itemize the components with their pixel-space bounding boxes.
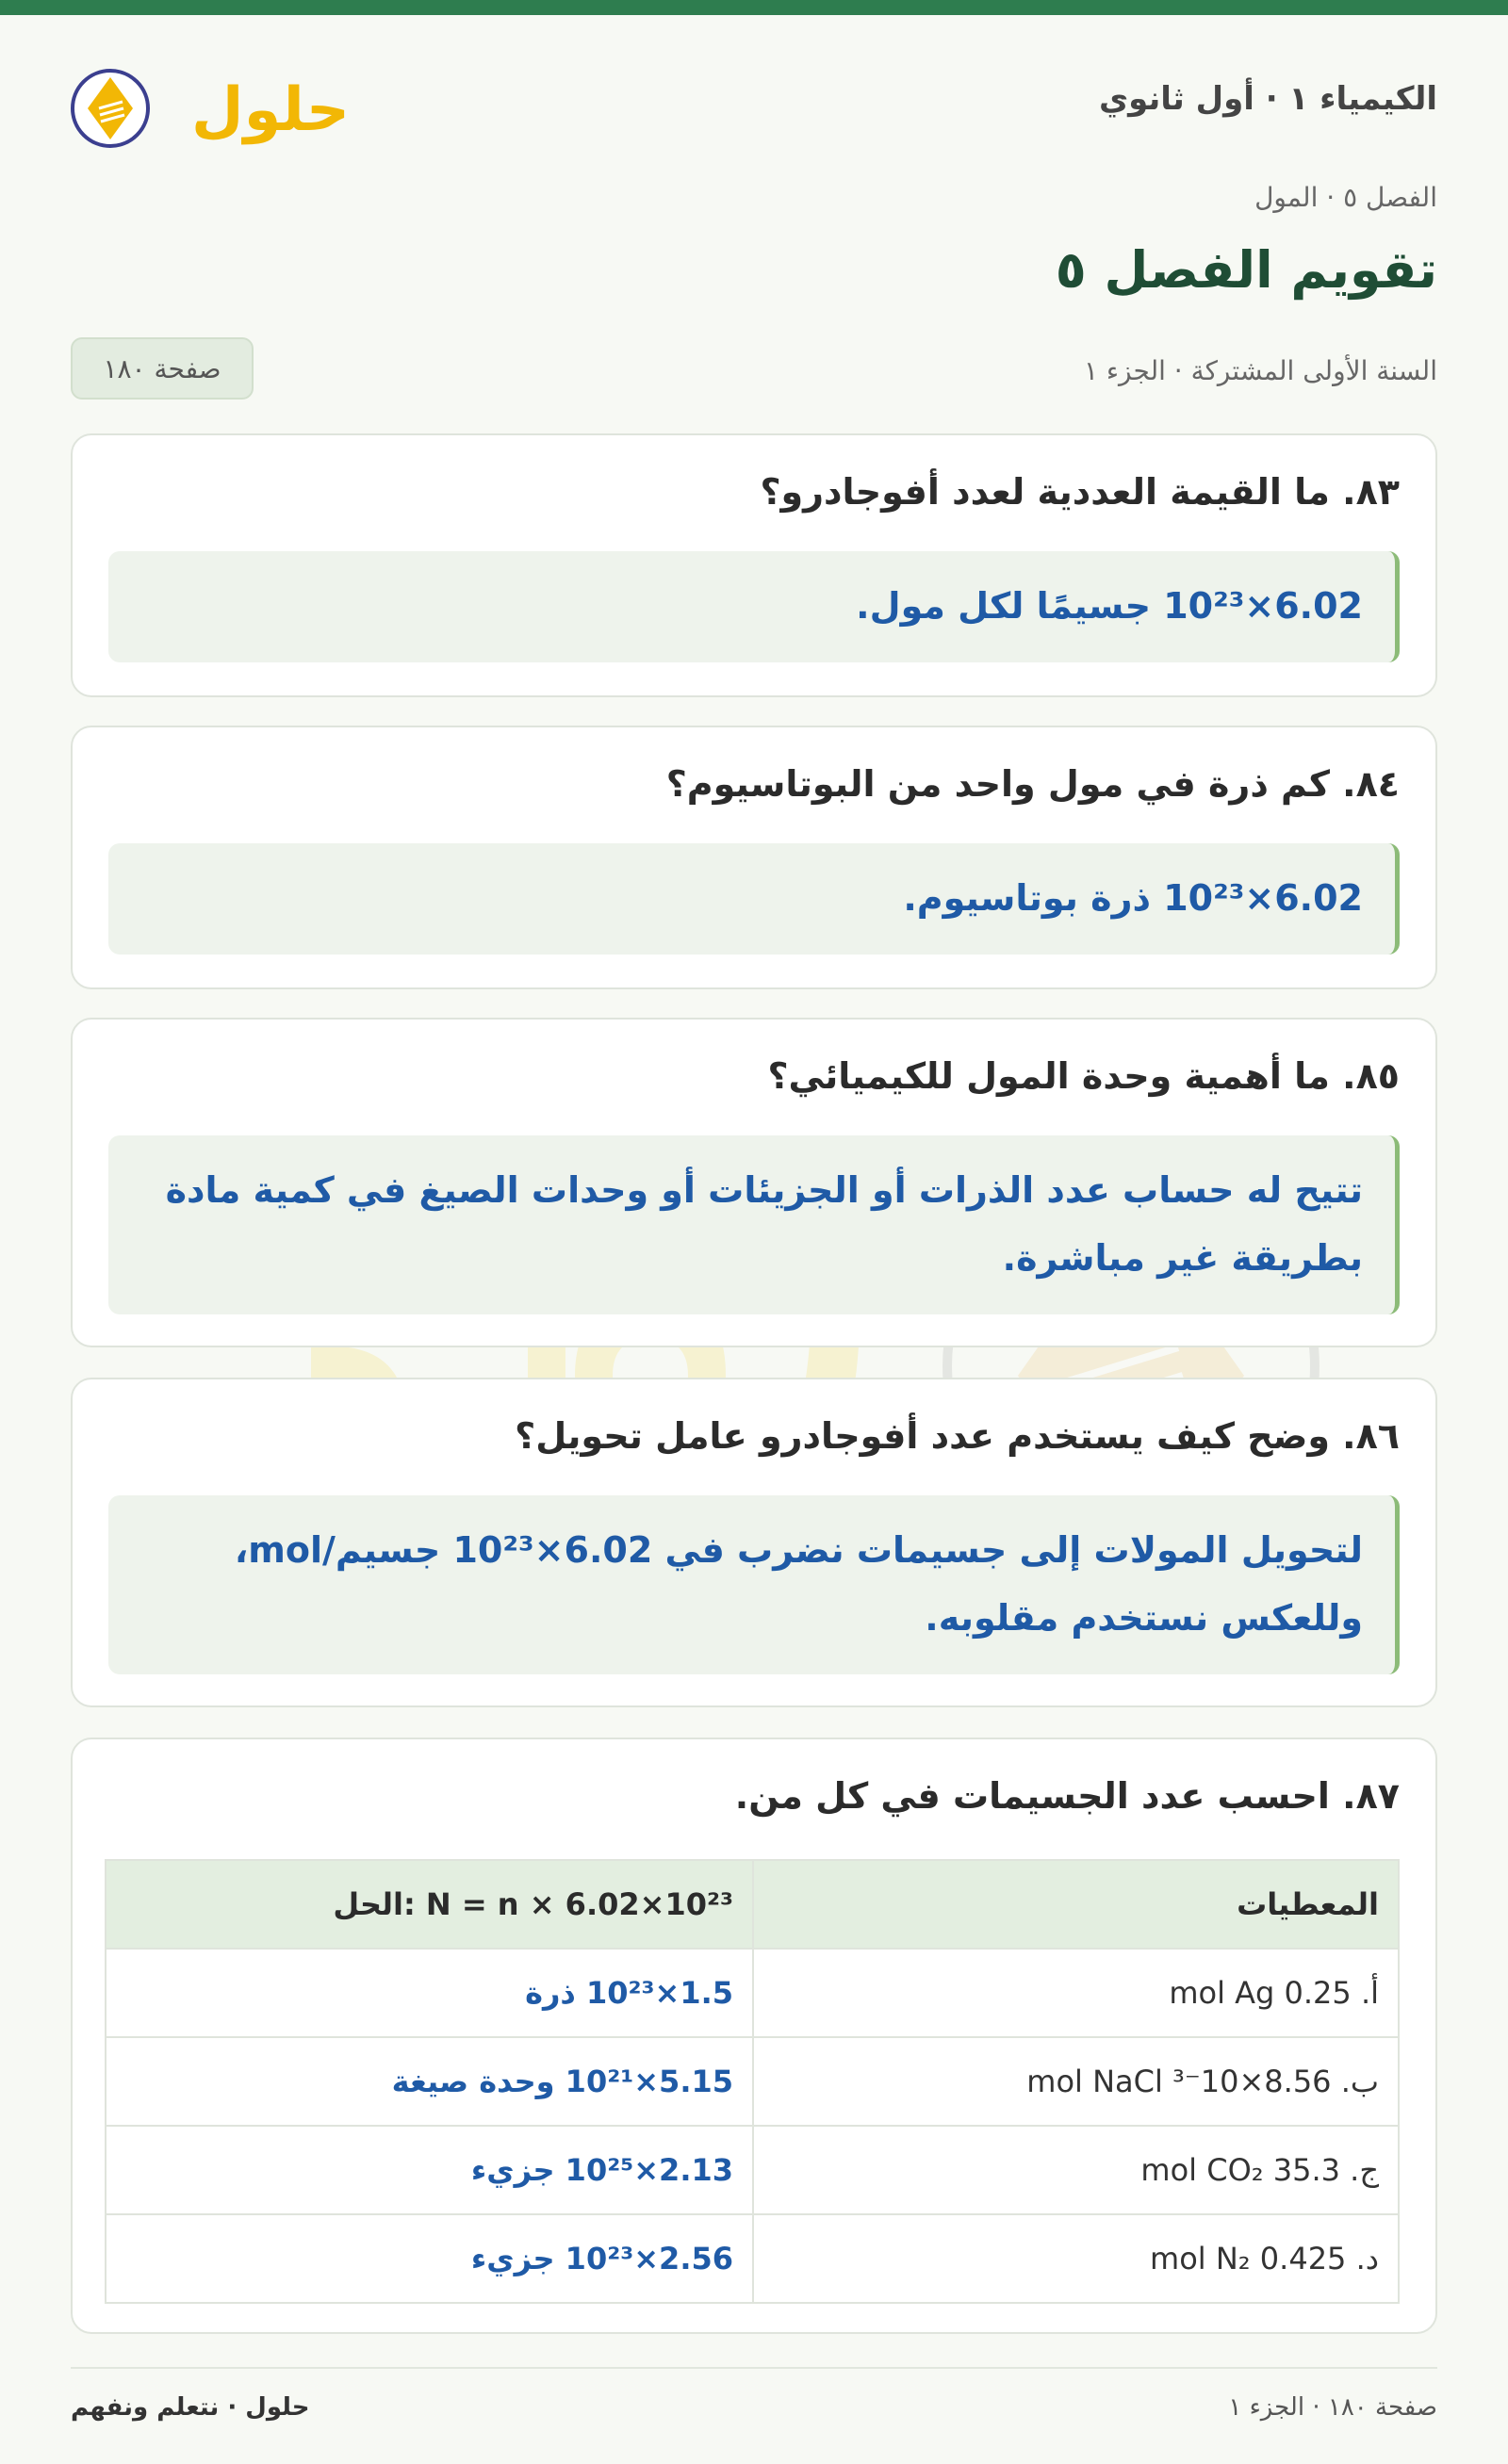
solution-cell: 5.15×10²¹ وحدة صيغة (106, 2037, 753, 2126)
column-header-solution (106, 1860, 753, 1949)
page-title: تقويم الفصل ٥ (1055, 240, 1437, 300)
book-diamond-logo-icon[interactable] (71, 57, 350, 160)
footer-page-info: صفحة ١٨٠ · الجزء ١ (1228, 2393, 1437, 2422)
footer-divider (71, 2367, 1437, 2369)
given-cell: د. 0.425 mol N₂ (753, 2214, 1399, 2303)
table-header-row (106, 1860, 1399, 1949)
answer-box: تتيح له حساب عدد الذرات أو الجزيئات أو وحدات الصيغ في كمية مادة بطريقة غير مباشرة. (108, 1135, 1400, 1314)
table-row (106, 2037, 1399, 2126)
question-card (71, 726, 1437, 989)
breadcrumb[interactable]: الفصل ٥ · المول (1254, 182, 1437, 213)
question-text: ٨٣. ما القيمة العددية لعدد أفوجادرو؟ (760, 471, 1400, 513)
answer-box: 6.02×10²³ ذرة بوتاسيوم. (108, 843, 1400, 955)
table-row (106, 1949, 1399, 2037)
answer-box: لتحويل المولات إلى جسيمات نضرب في 6.02×10²³ جسيم/mol، وللعكس نستخدم مقلوبه. (108, 1495, 1400, 1674)
given-cell: ب. 8.56×10⁻³ mol NaCl (753, 2037, 1399, 2126)
question-text: ٨٤. كم ذرة في مول واحد من البوتاسيوم؟ (665, 763, 1400, 805)
solution-table (105, 1859, 1400, 2304)
question-card-table (71, 1738, 1437, 2334)
column-header-given: المعطيات (753, 1860, 1399, 1949)
header (71, 57, 1437, 160)
given-cell: أ. 0.25 mol Ag (753, 1949, 1399, 2037)
solution-cell: 2.56×10²³ جزيء (106, 2214, 753, 2303)
question-card (71, 1018, 1437, 1347)
question-card (71, 1378, 1437, 1707)
table-row (106, 2126, 1399, 2214)
solution-cell: 2.13×10²⁵ جزيء (106, 2126, 753, 2214)
page-badge: صفحة ١٨٠ (71, 337, 254, 400)
logo-text: حلول (191, 75, 350, 145)
top-accent-bar (0, 0, 1508, 15)
answer-box: 6.02×10²³ جسيمًا لكل مول. (108, 551, 1400, 662)
subject-title: الكيمياء ١ · أول ثانوي (1099, 80, 1437, 118)
given-cell: ج. 35.3 mol CO₂ (753, 2126, 1399, 2214)
table-row (106, 2214, 1399, 2303)
question-card (71, 433, 1437, 697)
solution-cell: 1.5×10²³ ذرة (106, 1949, 753, 2037)
question-text: ٨٧. احسب عدد الجسيمات في كل من. (734, 1775, 1400, 1817)
meta-line: السنة الأولى المشتركة · الجزء ١ (1083, 355, 1437, 386)
footer-brand: حلول · نتعلم ونفهم (71, 2393, 310, 2422)
question-text: ٨٥. ما أهمية وحدة المول للكيميائي؟ (767, 1055, 1400, 1097)
question-text: ٨٦. وضح كيف يستخدم عدد أفوجادرو عامل تحويل؟ (515, 1415, 1400, 1457)
column-header-solution-text: الحل: N = n × 6.02×10²³ (333, 1886, 733, 1922)
